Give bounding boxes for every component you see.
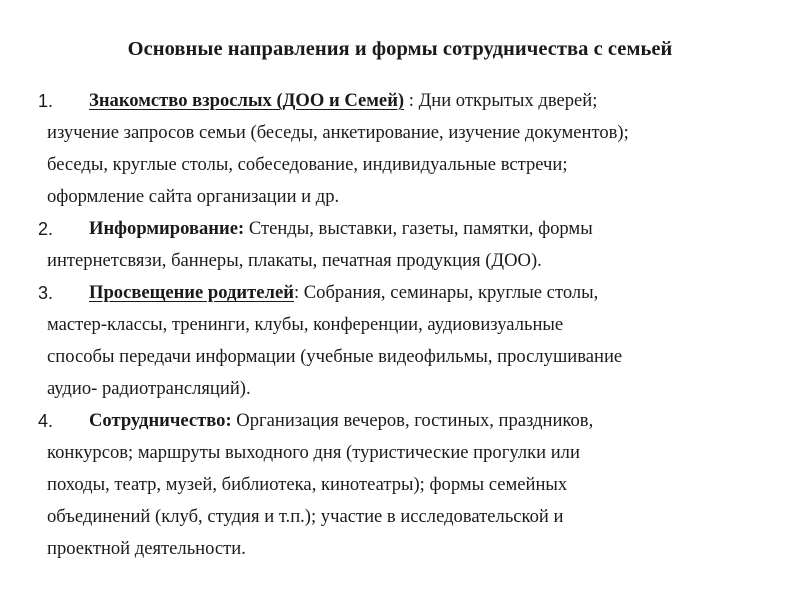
item-number: 3.: [38, 283, 54, 303]
item-line: беседы, круглые столы, собеседование, индивидуальные встречи;: [47, 154, 568, 175]
item-line: объединений (клуб, студия и т.п.); участие в исследовательской и: [47, 506, 564, 527]
item-first-line: [89, 89, 597, 113]
item-heading: Сотрудничество:: [89, 410, 232, 431]
slide-title: Основные направления и формы сотрудничества с семьей: [127, 38, 673, 60]
item-line: мастер-классы, тренинги, клубы, конференции, аудиовизуальные: [47, 314, 564, 335]
item-heading: Знакомство взрослых (ДОО и Семей): [89, 90, 405, 111]
item-line: изучение запросов семьи (беседы, анкетирование, изучение документов);: [47, 122, 629, 143]
item-heading: Информирование:: [89, 218, 245, 239]
item-first-line: [89, 217, 593, 241]
item-first-text: : Дни открытых дверей;: [404, 90, 598, 111]
item-first-text: : Собрания, семинары, круглые столы,: [293, 282, 599, 303]
item-line: оформление сайта организации и др.: [47, 186, 340, 207]
item-number: 2.: [38, 219, 54, 239]
item-heading: Просвещение родителей: [89, 282, 294, 303]
item-first-text: Организация вечеров, гостиных, праздников,: [231, 410, 594, 431]
item-line: проектной деятельности.: [47, 538, 246, 559]
item-line: способы передачи информации (учебные видеофильмы, прослушивание: [47, 346, 623, 367]
item-line: конкурсов; маршруты выходного дня (туристические прогулки или: [47, 442, 580, 463]
item-number: 1.: [38, 91, 54, 111]
item-first-line: [89, 281, 598, 305]
item-first-line: [89, 409, 593, 433]
item-line: интернетсвязи, баннеры, плакаты, печатная продукция (ДОО).: [47, 250, 542, 271]
item-first-text: Стенды, выставки, газеты, памятки, формы: [244, 218, 593, 239]
item-line: походы, театр, музей, библиотека, кинотеатры); формы семейных: [47, 474, 568, 495]
item-number: 4.: [38, 411, 54, 431]
item-line: аудио- радиотрансляций).: [47, 378, 251, 399]
